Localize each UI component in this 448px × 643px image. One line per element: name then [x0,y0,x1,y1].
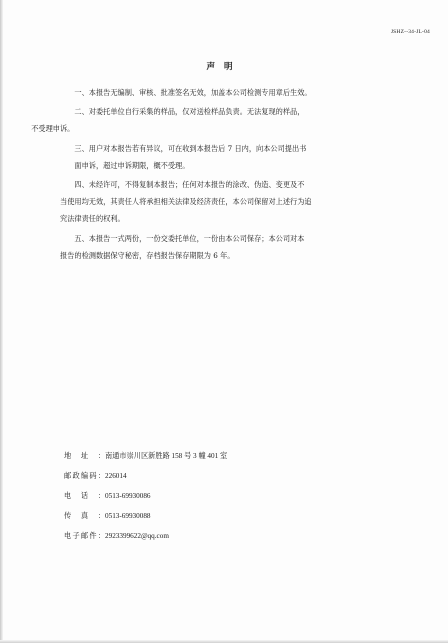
paragraph-line: 二、对委托单位自行采集的样品，仅对送检样品负责。无法复现的样品， [74,107,305,117]
postcode-label: 邮政编码： [64,471,105,480]
fax-value: 0513-69930088 [105,512,151,520]
statement-paragraph-5 [60,230,388,264]
paragraph-line: 究法律责任的权利。 [60,214,125,224]
statement-paragraph-1 [60,84,388,101]
phone-label: 电话： [64,491,105,500]
statement-body [31,84,388,266]
paragraph-line: 四、未经许可，不得复制本报告；任何对本报告的涂改、伪造、变更及不 [74,180,305,190]
statement-paragraph-3 [60,140,388,174]
address-label: 地址： [64,451,105,460]
paragraph-line: 不受理申诉。 [31,124,75,134]
document-code: JSHZ--34-JL-04 [390,29,430,35]
statement-paragraph-4 [60,176,388,228]
email-value: 2923399622@qq.com [105,532,169,540]
paragraph-line: 五、本报告一式两份，一份交委托单位，一份由本公司保存；本公司对本 [74,233,305,243]
paragraph-line: 面申诉，超过申诉期限，概不受理。 [74,160,190,170]
phone-value: 0513-69930086 [105,492,151,500]
paragraph-line: 报告的检测数据保守秘密，存档报告保存期限为 6 年。 [60,250,235,260]
contact-info [64,446,227,546]
page-title: 声明 [206,62,242,72]
phone-row [64,486,227,506]
fax-row [64,506,227,526]
address-value: 南通市崇川区新胜路 158 号 3 幢 401 室 [105,452,228,460]
postcode-row [64,466,227,486]
paragraph-line: 三、用户对本报告若有异议，可在收到本报告后 7 日内，向本公司提出书 [74,143,307,153]
paragraph-line: 当使用均无效，其责任人将承担相关法律及经济责任，本公司保留对上述行为追 [60,197,312,207]
email-label: 电子邮件： [64,531,105,540]
statement-paragraph-2 [31,103,388,137]
paragraph-line: 一、本报告无编制、审核、批准签名无效，加盖本公司检测专用章后生效。 [74,88,312,97]
postcode-value: 226014 [105,472,127,480]
scan-shadow-left [0,0,3,643]
address-row [64,446,227,466]
fax-label: 传真： [64,511,105,520]
email-row [64,526,227,546]
